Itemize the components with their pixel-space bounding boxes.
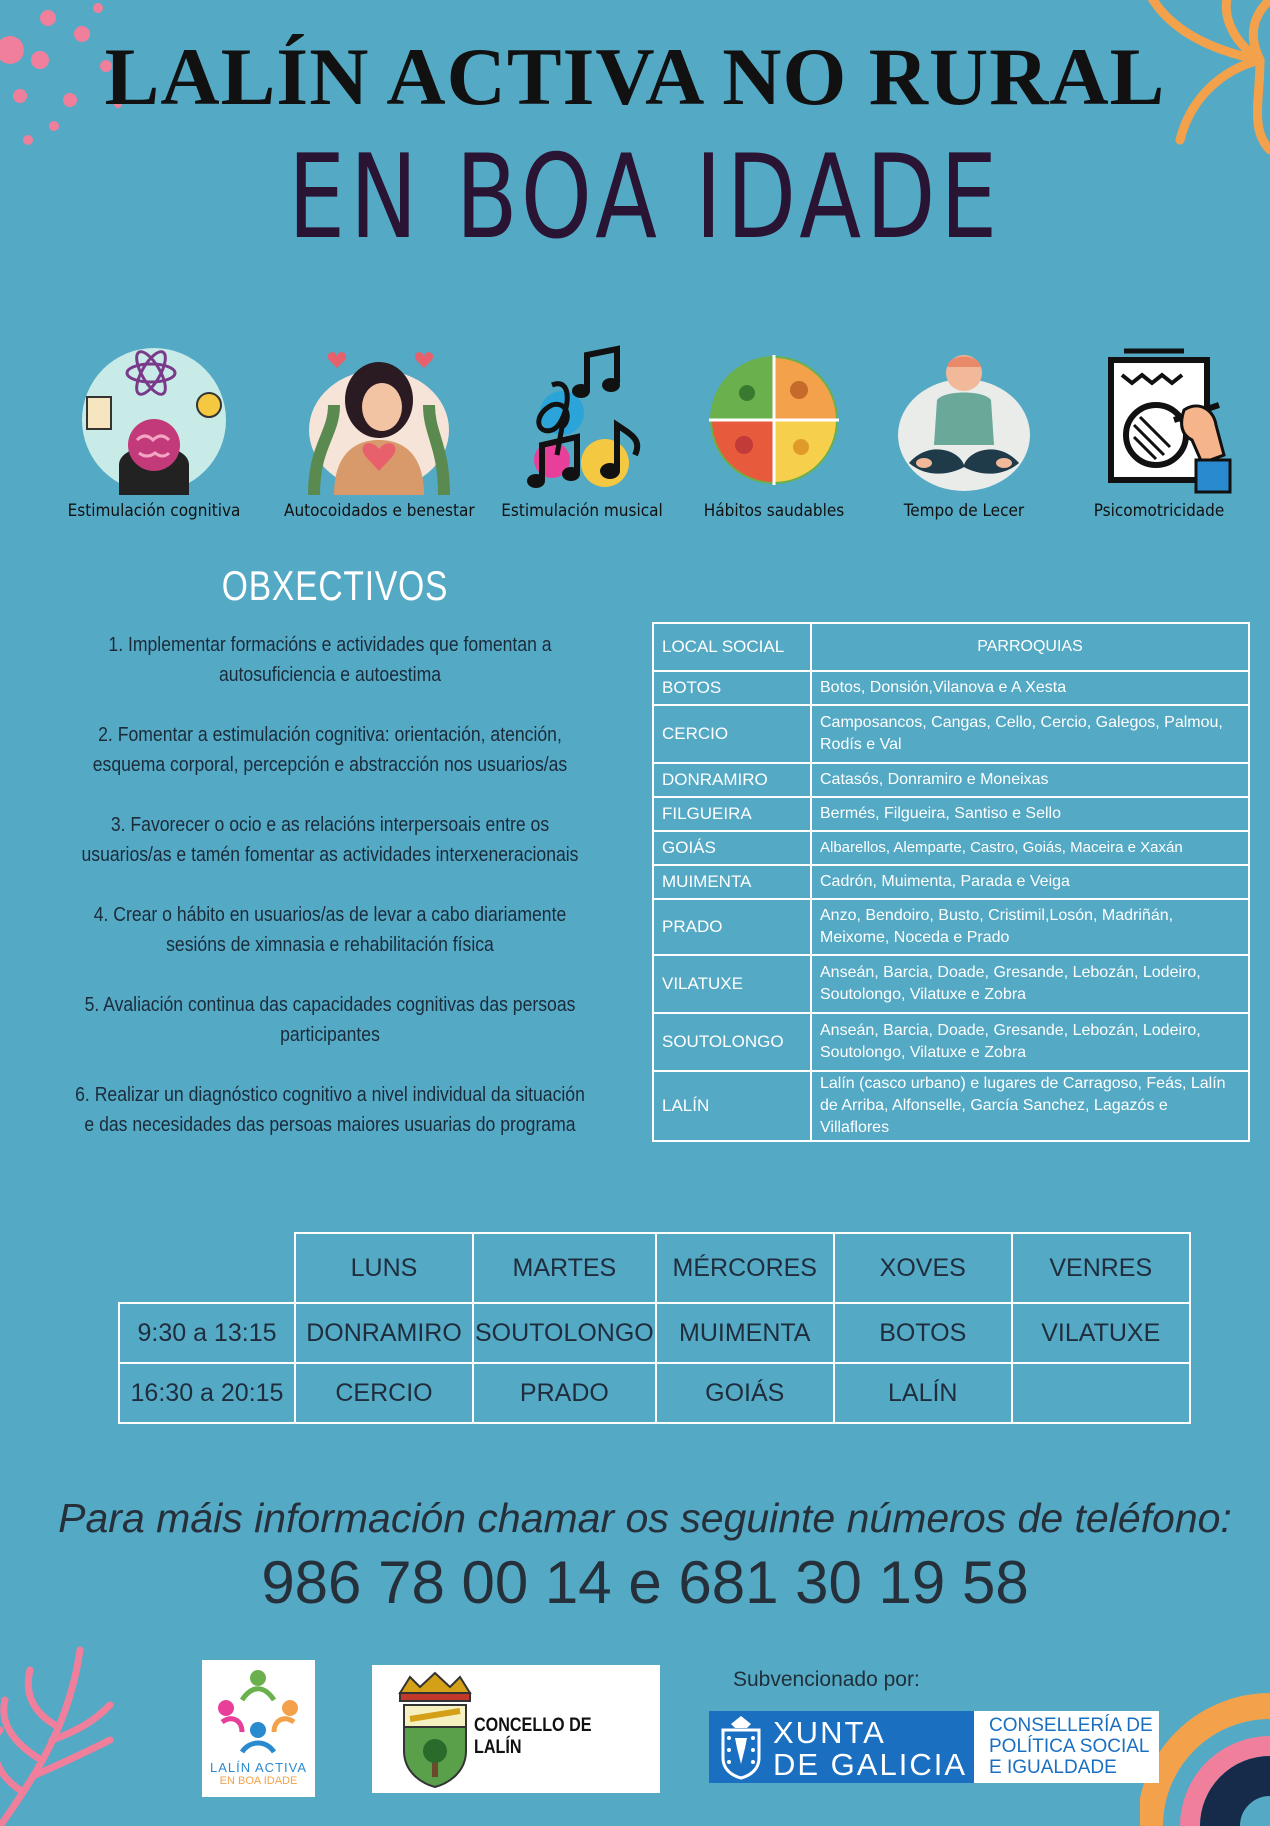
concello-name: CONCELLO DE LALÍN <box>474 1715 592 1758</box>
parishes-cell: Cadrón, Muimenta, Parada e Veiga <box>811 865 1249 899</box>
schedule-cell: SOUTOLONGO <box>473 1303 656 1363</box>
schedule-row <box>119 1303 1190 1363</box>
activity-music <box>487 345 677 521</box>
local-cell: PRADO <box>653 899 811 955</box>
schedule-cell: VILATUXE <box>1012 1303 1190 1363</box>
schedule-cell: MUIMENTA <box>656 1303 834 1363</box>
xunta-line1: XUNTA <box>773 1715 886 1750</box>
conselleria-line2: POLÍTICA SOCIAL <box>989 1736 1150 1757</box>
music-notes-icon <box>507 345 657 495</box>
table-row <box>653 865 1249 899</box>
table-row <box>653 899 1249 955</box>
main-subtitle: EN BOA IDADE <box>287 130 1003 265</box>
time-slot: 9:30 a 13:15 <box>119 1303 295 1363</box>
activity-selfcare <box>284 345 474 521</box>
day-header: VENRES <box>1012 1233 1190 1303</box>
healthy-food-icon <box>699 345 849 495</box>
parishes-cell: Albarellos, Alemparte, Castro, Goiás, Maceira e Xaxán <box>811 831 1249 865</box>
galicia-crest-icon <box>717 1714 765 1780</box>
schedule-cell: DONRAMIRO <box>295 1303 473 1363</box>
schedule-cell: PRADO <box>473 1363 656 1423</box>
parishes-cell: Catasós, Donramiro e Moneixas <box>811 763 1249 797</box>
activity-label: Estimulación cognitiva <box>67 501 241 521</box>
xunta-line2: DE GALICIA <box>773 1747 967 1782</box>
local-cell: GOIÁS <box>653 831 811 865</box>
objective-item: 2. Fomentar a estimulación cognitiva: orientación, atención, esquema corporal, percepción e abstracción nos usuarios/as <box>92 724 568 776</box>
objectives-list <box>35 630 625 1170</box>
brain-icon <box>79 345 229 495</box>
local-cell: FILGUEIRA <box>653 797 811 831</box>
activity-label: Autocoidados e benestar <box>284 501 475 521</box>
activity-label: Estimulación musical <box>501 501 663 521</box>
table-row <box>653 763 1249 797</box>
activity-label: Psicomotricidade <box>1093 501 1225 521</box>
heart-woman-icon <box>304 345 454 495</box>
concello-logo <box>372 1665 660 1793</box>
pink-leaf-decoration <box>0 1630 120 1826</box>
objective-item: 4. Crear o hábito en usuarios/as de levar a cabo diariamente sesións de ximnasia e rehabilitación física <box>93 904 567 956</box>
xunta-logo <box>709 1711 1159 1783</box>
schedule-days-row <box>119 1233 1190 1303</box>
day-header: LUNS <box>295 1233 473 1303</box>
logo-line2: EN BOA IDADE <box>219 1775 298 1787</box>
schedule-cell: BOTOS <box>834 1303 1012 1363</box>
local-cell: BOTOS <box>653 671 811 705</box>
parishes-cell: Botos, Donsión,Vilanova e A Xesta <box>811 671 1249 705</box>
activity-healthy <box>679 345 869 521</box>
conselleria-line3: E IGUALDADE <box>989 1757 1117 1778</box>
objective-item: 5. Avaliación continua das capacidades cognitivas das persoas participantes <box>84 994 576 1046</box>
schedule-cell: CERCIO <box>295 1363 473 1423</box>
local-cell: VILATUXE <box>653 955 811 1013</box>
objective-item: 6. Realizar un diagnóstico cognitivo a nivel individual da situación e das necesidades das persoas maiores usuarias do programa <box>75 1084 585 1136</box>
activity-psychomotor <box>1064 345 1254 521</box>
parishes-cell: Anseán, Barcia, Doade, Gresande, Lebozán, Lodeiro, Soutolongo, Vilatuxe e Zobra <box>811 1013 1249 1071</box>
schedule-cell <box>1012 1363 1190 1423</box>
table-header-row <box>653 623 1249 671</box>
day-header: MÉRCORES <box>656 1233 834 1303</box>
local-cell: DONRAMIRO <box>653 763 811 797</box>
schedule-row <box>119 1363 1190 1423</box>
people-circle-icon <box>202 1660 315 1760</box>
table-row <box>653 831 1249 865</box>
main-title: LALÍN ACTIVA NO RURAL <box>104 31 1166 122</box>
arc-decoration <box>1140 1660 1270 1826</box>
conselleria-text <box>989 1715 1153 1778</box>
info-text: Para máis información chamar os seguinte números de teléfono: <box>58 1495 1232 1541</box>
meditation-icon <box>889 345 1039 495</box>
activity-label: Hábitos saudables <box>703 501 845 521</box>
schedule-corner <box>119 1233 295 1303</box>
objective-item: 1. Implementar formacións e actividades que fomentan a autosuficiencia e autoestima <box>108 634 552 686</box>
xunta-box <box>709 1711 974 1783</box>
subsidized-label: Subvencionado por: <box>733 1668 920 1691</box>
parishes-cell: Anseán, Barcia, Doade, Gresande, Lebozán, Lodeiro, Soutolongo, Vilatuxe e Zobra <box>811 955 1249 1013</box>
local-cell: CERCIO <box>653 705 811 763</box>
phone-numbers: 986 78 00 14 e 681 30 19 58 <box>261 1549 1029 1616</box>
local-cell: MUIMENTA <box>653 865 811 899</box>
parishes-cell: Camposancos, Cangas, Cello, Cercio, Galegos, Palmou, Rodís e Val <box>811 705 1249 763</box>
conselleria-line1: CONSELLERÍA DE <box>989 1715 1153 1736</box>
local-cell: SOUTOLONGO <box>653 1013 811 1071</box>
parishes-cell: Lalín (casco urbano) e lugares de Carragoso, Feás, Lalín de Arriba, Alfonselle, García Sanchez, Lagazós e Villaflores <box>811 1071 1249 1141</box>
header-parishes: PARROQUIAS <box>811 623 1249 671</box>
schedule-cell: LALÍN <box>834 1363 1012 1423</box>
activity-label: Tempo de Lecer <box>903 501 1025 521</box>
objective-item: 3. Favorecer o ocio e as relacións interpersoais entre os usuarios/as e tamén fomentar as actividades interxeneracionais <box>81 814 579 866</box>
parishes-cell: Anzo, Bendoiro, Busto, Cristimil,Losón, Madriñán, Meixome, Noceda e Prado <box>811 899 1249 955</box>
activity-cognitive <box>59 345 249 521</box>
objectives-title: OBXECTIVOS <box>221 562 449 609</box>
table-row <box>653 955 1249 1013</box>
logo-line1: LALÍN ACTIVA <box>209 1760 307 1775</box>
schedule-table <box>118 1232 1191 1424</box>
table-row <box>653 705 1249 763</box>
table-row <box>653 1071 1249 1141</box>
parishes-table <box>652 622 1250 1142</box>
local-cell: LALÍN <box>653 1071 811 1141</box>
schedule-cell: GOIÁS <box>656 1363 834 1423</box>
drawing-hand-icon <box>1084 345 1234 495</box>
table-row <box>653 1013 1249 1071</box>
coat-of-arms-icon <box>390 1671 480 1791</box>
lalin-activa-logo <box>202 1660 315 1797</box>
time-slot: 16:30 a 20:15 <box>119 1363 295 1423</box>
day-header: XOVES <box>834 1233 1012 1303</box>
header-local: LOCAL SOCIAL <box>653 623 811 671</box>
table-row <box>653 797 1249 831</box>
table-row <box>653 671 1249 705</box>
activity-leisure <box>869 345 1059 521</box>
parishes-cell: Bermés, Filgueira, Santiso e Sello <box>811 797 1249 831</box>
day-header: MARTES <box>473 1233 656 1303</box>
